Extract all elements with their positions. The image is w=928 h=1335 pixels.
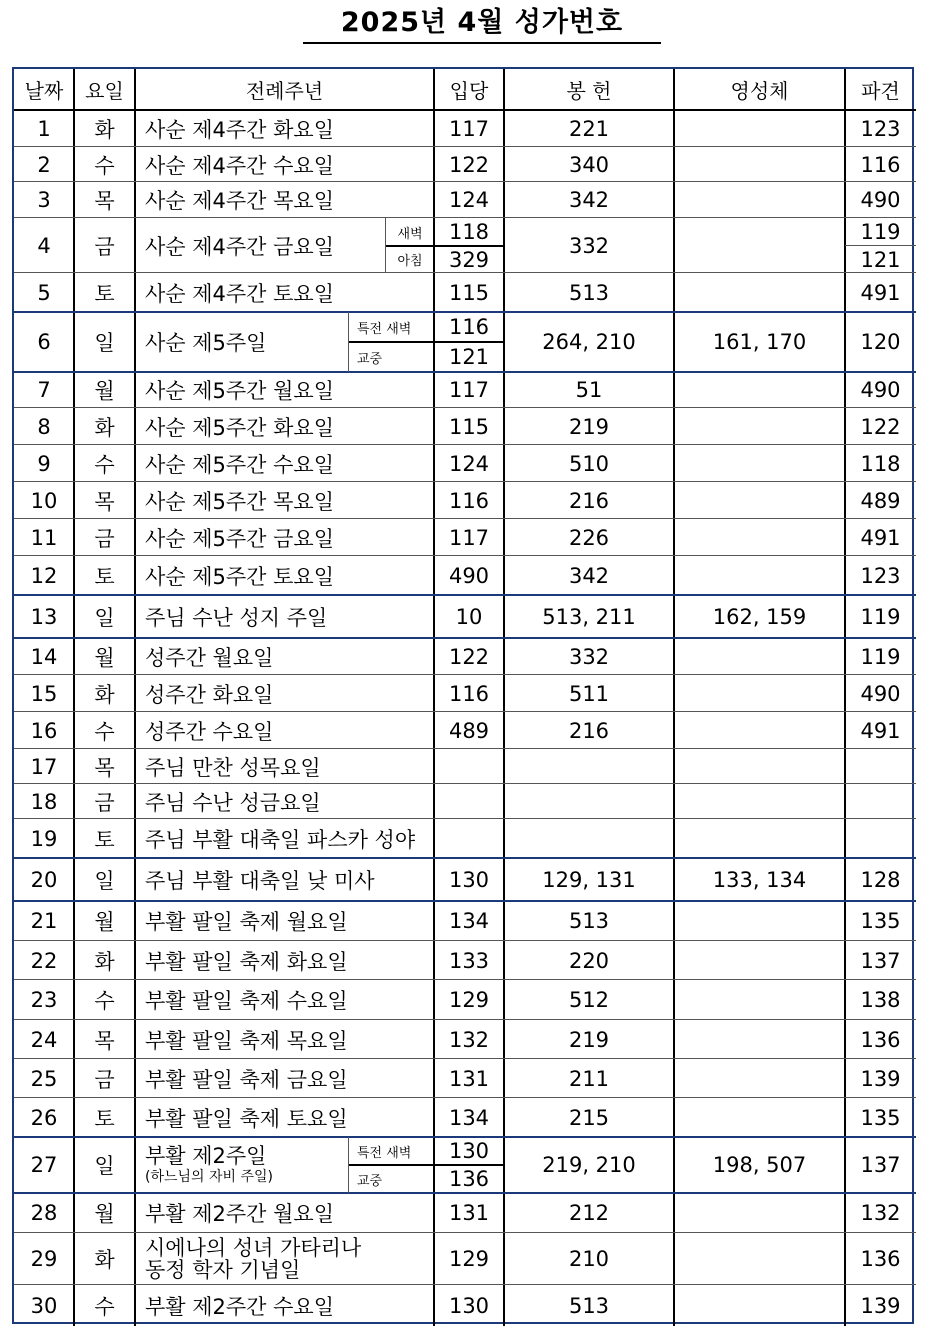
weekday-cell: 수 xyxy=(94,1294,115,1319)
offertory-hymn-cell: 342 xyxy=(568,188,610,212)
date-cell: 14 xyxy=(30,644,58,669)
date-cell: 27 xyxy=(30,1153,58,1177)
offertory-hymn-cell: 51 xyxy=(575,378,603,402)
weekday-cell: 월 xyxy=(94,379,115,403)
weekday-cell: 금 xyxy=(94,1067,115,1092)
communion-hymn-cell xyxy=(674,445,845,482)
liturgical-day-cell: 사순 제5주간 화요일 xyxy=(145,415,334,440)
weekday-cell: 목 xyxy=(94,755,115,780)
communion-hymn-cell xyxy=(674,408,845,445)
liturgical-day-cell: 주님 부활 대축일 낮 미사 xyxy=(145,868,375,893)
weekday-cell: 월 xyxy=(94,910,115,934)
liturgical-day-cell: 사순 제4주간 목요일 xyxy=(145,189,334,213)
date-cell: 13 xyxy=(30,604,58,629)
liturgical-day-cell: 사순 제5주간 목요일 xyxy=(145,489,334,514)
offertory-hymn-cell: 513 xyxy=(568,909,610,933)
communion-hymn-cell xyxy=(674,1233,845,1285)
entrance-hymn-cell: 329 xyxy=(448,247,490,272)
offertory-hymn-cell: 219, 210 xyxy=(542,1153,636,1177)
offertory-hymn-cell: 219 xyxy=(568,1027,610,1052)
liturgical-day-cell: 부활 제2주간 수요일 xyxy=(145,1294,334,1319)
liturgical-day-cell: 사순 제5주간 월요일 xyxy=(145,379,334,403)
entrance-hymn-cell: 134 xyxy=(448,1105,490,1130)
liturgical-day-cell: 사순 제5주간 금요일 xyxy=(145,526,334,551)
dismissal-hymn-cell: 132 xyxy=(860,1201,901,1225)
weekday-cell: 토 xyxy=(94,281,115,306)
header-date: 날짜 xyxy=(24,79,64,103)
communion-hymn-cell xyxy=(674,1193,845,1233)
communion-hymn-cell xyxy=(674,819,845,858)
weekday-cell: 토 xyxy=(94,1106,115,1131)
liturgical-day-line: 부활 제2주일 xyxy=(145,1144,267,1168)
entrance-hymn-cell: 130 xyxy=(448,1293,490,1318)
communion-hymn-cell xyxy=(674,980,845,1020)
weekday-cell: 수 xyxy=(94,153,115,178)
date-cell: 28 xyxy=(30,1201,58,1225)
entrance-hymn-cell: 136 xyxy=(448,1167,490,1191)
offertory-hymn-cell: 510 xyxy=(568,451,610,476)
weekday-cell: 화 xyxy=(94,682,115,707)
offertory-hymn-cell: 513 xyxy=(568,280,610,305)
header-offertory-hymn: 봉 헌 xyxy=(566,79,612,103)
liturgical-day-cell: 사순 제5주간 수요일 xyxy=(145,452,334,477)
date-cell: 24 xyxy=(30,1027,58,1052)
liturgical-day-cell xyxy=(135,1233,434,1285)
communion-hymn-cell xyxy=(674,784,845,819)
date-cell: 4 xyxy=(37,233,51,258)
liturgical-day-cell: 부활 팔일 축제 목요일 xyxy=(145,1028,348,1053)
liturgical-day-cell: 사순 제4주간 금요일 xyxy=(145,234,334,259)
weekday-cell: 금 xyxy=(94,526,115,551)
offertory-hymn-cell: 226 xyxy=(568,525,610,550)
entrance-hymn-cell: 132 xyxy=(448,1027,490,1052)
communion-hymn-cell xyxy=(674,901,845,941)
entrance-hymn-cell: 117 xyxy=(448,116,490,141)
liturgical-day-cell: 부활 팔일 축제 화요일 xyxy=(145,949,348,974)
entrance-hymn-cell: 116 xyxy=(448,315,490,339)
weekday-cell: 수 xyxy=(94,452,115,477)
dismissal-hymn-cell: 121 xyxy=(860,247,901,272)
offertory-hymn-cell: 332 xyxy=(568,233,610,258)
entrance-hymn-cell: 117 xyxy=(448,525,490,550)
offertory-hymn-cell: 511 xyxy=(568,681,610,706)
communion-hymn-cell xyxy=(674,941,845,980)
dismissal-hymn-cell: 491 xyxy=(860,525,901,550)
weekday-cell: 목 xyxy=(94,489,115,514)
dismissal-hymn-cell: 138 xyxy=(860,988,901,1012)
entrance-hymn-cell: 490 xyxy=(448,563,490,588)
offertory-hymn-cell: 332 xyxy=(568,644,610,669)
date-cell: 7 xyxy=(37,378,51,402)
offertory-hymn-cell: 342 xyxy=(568,563,610,588)
liturgical-day-cell: 사순 제4주간 화요일 xyxy=(145,117,334,142)
entrance-hymn-cell: 130 xyxy=(448,1139,490,1163)
weekday-cell: 토 xyxy=(94,827,115,852)
liturgical-day-cell: 부활 팔일 축제 토요일 xyxy=(145,1106,348,1131)
hymn-schedule-table xyxy=(12,67,914,1324)
entrance-hymn-cell: 133 xyxy=(448,948,490,973)
weekday-cell: 일 xyxy=(94,1154,115,1178)
date-cell: 18 xyxy=(30,789,58,814)
date-cell: 6 xyxy=(37,330,51,354)
offertory-hymn-cell: 210 xyxy=(568,1247,610,1271)
communion-hymn-cell xyxy=(674,1020,845,1059)
liturgical-day-cell: 사순 제4주간 수요일 xyxy=(145,153,334,178)
communion-hymn-cell xyxy=(674,556,845,595)
communion-hymn-cell: 198, 507 xyxy=(712,1153,807,1177)
entrance-hymn-cell: 116 xyxy=(448,488,490,513)
offertory-hymn-cell: 212 xyxy=(568,1201,610,1225)
communion-hymn-cell xyxy=(674,372,845,408)
entrance-hymn-cell xyxy=(434,784,504,819)
date-cell: 25 xyxy=(30,1066,58,1091)
date-cell: 16 xyxy=(30,718,58,743)
dismissal-hymn-cell: 490 xyxy=(860,188,901,212)
offertory-hymn-cell: 219 xyxy=(568,414,610,439)
dismissal-hymn-cell: 128 xyxy=(860,867,901,892)
communion-hymn-cell xyxy=(674,1285,845,1326)
dismissal-hymn-cell xyxy=(845,749,916,784)
mass-label: 교중 xyxy=(357,351,383,367)
entrance-hymn-cell: 129 xyxy=(448,988,490,1012)
entrance-hymn-cell: 131 xyxy=(448,1201,490,1225)
communion-hymn-cell xyxy=(674,638,845,675)
liturgical-day-cell: 부활 팔일 축제 수요일 xyxy=(145,989,348,1013)
dismissal-hymn-cell: 135 xyxy=(860,1105,901,1130)
page-title: 2025년 4월 성가번호 xyxy=(303,4,661,44)
entrance-hymn-cell: 131 xyxy=(448,1066,490,1091)
communion-hymn-cell xyxy=(674,1059,845,1098)
dismissal-hymn-cell: 119 xyxy=(860,220,901,244)
communion-hymn-cell: 161, 170 xyxy=(712,330,807,354)
entrance-hymn-cell: 117 xyxy=(448,378,490,402)
dismissal-hymn-cell: 136 xyxy=(860,1247,901,1271)
date-cell: 19 xyxy=(30,826,58,851)
dismissal-hymn-cell: 491 xyxy=(860,280,901,305)
dismissal-hymn-cell: 116 xyxy=(860,152,901,177)
dismissal-hymn-cell xyxy=(845,784,916,819)
dismissal-hymn-cell: 136 xyxy=(860,1027,901,1052)
entrance-hymn-cell: 118 xyxy=(448,220,490,244)
date-cell: 3 xyxy=(37,188,51,212)
dismissal-hymn-cell: 490 xyxy=(860,681,901,706)
entrance-hymn-cell xyxy=(434,749,504,784)
date-cell: 26 xyxy=(30,1105,58,1130)
header-liturgical-day: 전례주년 xyxy=(245,79,324,103)
date-cell: 23 xyxy=(30,988,58,1012)
offertory-hymn-cell: 513, 211 xyxy=(542,604,636,629)
communion-hymn-cell: 162, 159 xyxy=(712,604,807,629)
communion-hymn-cell xyxy=(674,218,845,273)
date-cell: 20 xyxy=(30,867,58,892)
liturgical-day-cell: 주님 수난 성지 주일 xyxy=(145,605,328,630)
liturgical-day-cell: 부활 팔일 축제 금요일 xyxy=(145,1067,348,1092)
entrance-hymn-cell: 129 xyxy=(448,1247,490,1271)
mass-label: 새벽 xyxy=(397,226,423,242)
weekday-cell: 일 xyxy=(94,868,115,893)
weekday-cell: 월 xyxy=(94,645,115,670)
liturgical-day-cell: 부활 팔일 축제 월요일 xyxy=(145,910,348,934)
entrance-hymn-cell: 124 xyxy=(448,451,490,476)
offertory-hymn-cell: 216 xyxy=(568,718,610,743)
date-cell: 15 xyxy=(30,681,58,706)
date-cell: 29 xyxy=(30,1247,58,1271)
weekday-cell: 목 xyxy=(94,189,115,213)
date-cell: 22 xyxy=(30,948,58,973)
entrance-hymn-cell: 121 xyxy=(448,345,490,369)
header-entrance-hymn: 입당 xyxy=(449,79,489,103)
communion-hymn-cell xyxy=(674,1098,845,1137)
entrance-hymn-cell: 10 xyxy=(455,604,483,629)
offertory-hymn-cell: 215 xyxy=(568,1105,610,1130)
dismissal-hymn-cell: 118 xyxy=(860,451,901,476)
dismissal-hymn-cell: 135 xyxy=(860,909,901,933)
weekday-cell: 화 xyxy=(94,1248,115,1272)
offertory-hymn-cell: 211 xyxy=(568,1066,610,1091)
entrance-hymn-cell: 489 xyxy=(448,718,490,743)
liturgical-day-cell: 성주간 수요일 xyxy=(145,719,274,744)
date-cell: 17 xyxy=(30,754,58,779)
offertory-hymn-cell: 264, 210 xyxy=(542,330,636,354)
date-cell: 11 xyxy=(30,525,58,550)
entrance-hymn-cell: 122 xyxy=(448,644,490,669)
dismissal-hymn-cell: 119 xyxy=(860,644,901,669)
liturgical-day-cell: 성주간 화요일 xyxy=(145,682,274,707)
liturgical-day-line: 시에나의 성녀 가타리나 xyxy=(145,1236,362,1260)
offertory-hymn-cell: 129, 131 xyxy=(542,867,636,892)
offertory-hymn-cell xyxy=(504,749,674,784)
liturgical-day-cell: 주님 부활 대축일 파스카 성야 xyxy=(145,827,416,852)
entrance-hymn-cell: 115 xyxy=(448,414,490,439)
dismissal-hymn-cell: 491 xyxy=(860,718,901,743)
date-cell: 30 xyxy=(30,1293,58,1318)
communion-hymn-cell xyxy=(674,482,845,519)
offertory-hymn-cell: 512 xyxy=(568,988,610,1012)
dismissal-hymn-cell: 139 xyxy=(860,1293,901,1318)
liturgical-day-cell xyxy=(135,1137,349,1193)
entrance-hymn-cell: 124 xyxy=(448,188,490,212)
date-cell: 12 xyxy=(30,563,58,588)
communion-hymn-cell xyxy=(674,147,845,182)
offertory-hymn-cell xyxy=(504,784,674,819)
date-cell: 21 xyxy=(30,909,58,933)
communion-hymn-cell xyxy=(674,273,845,312)
liturgical-day-cell: 부활 제2주간 월요일 xyxy=(145,1202,334,1226)
entrance-hymn-cell: 116 xyxy=(448,681,490,706)
offertory-hymn-cell: 221 xyxy=(568,116,610,141)
weekday-cell: 화 xyxy=(94,949,115,974)
dismissal-hymn-cell: 137 xyxy=(860,1153,901,1177)
offertory-hymn-cell: 220 xyxy=(568,948,610,973)
date-cell: 8 xyxy=(37,414,51,439)
liturgical-day-cell: 주님 수난 성금요일 xyxy=(145,790,321,815)
liturgical-day-cell: 주님 만찬 성목요일 xyxy=(145,755,321,780)
weekday-cell: 월 xyxy=(94,1202,115,1226)
weekday-cell: 수 xyxy=(94,719,115,744)
weekday-cell: 토 xyxy=(94,564,115,589)
weekday-cell: 금 xyxy=(94,790,115,815)
mass-label: 교중 xyxy=(357,1173,383,1189)
weekday-cell: 목 xyxy=(94,1028,115,1053)
liturgical-day-cell: 사순 제4주간 토요일 xyxy=(145,281,334,306)
offertory-hymn-cell: 216 xyxy=(568,488,610,513)
weekday-cell: 화 xyxy=(94,415,115,440)
date-cell: 2 xyxy=(37,152,51,177)
dismissal-hymn-cell: 123 xyxy=(860,563,901,588)
weekday-cell: 금 xyxy=(94,234,115,259)
liturgical-day-cell: 성주간 월요일 xyxy=(145,645,274,670)
dismissal-hymn-cell: 122 xyxy=(860,414,901,439)
weekday-cell: 수 xyxy=(94,989,115,1013)
dismissal-hymn-cell: 137 xyxy=(860,948,901,973)
entrance-hymn-cell xyxy=(434,819,504,858)
dismissal-hymn-cell xyxy=(845,819,916,858)
weekday-cell: 일 xyxy=(94,605,115,630)
dismissal-hymn-cell: 120 xyxy=(860,330,901,354)
liturgical-day-line: 동정 학자 기념일 xyxy=(145,1258,301,1282)
dismissal-hymn-cell: 139 xyxy=(860,1066,901,1091)
date-cell: 5 xyxy=(37,280,51,305)
dismissal-hymn-cell: 123 xyxy=(860,116,901,141)
communion-hymn-cell xyxy=(674,749,845,784)
mass-label: 특전 새벽 xyxy=(357,1145,412,1161)
communion-hymn-cell xyxy=(674,675,845,712)
mass-label: 특전 새벽 xyxy=(357,321,412,337)
liturgical-day-subtitle: (하느님의 자비 주일) xyxy=(145,1169,274,1185)
entrance-hymn-cell: 134 xyxy=(448,909,490,933)
date-cell: 10 xyxy=(30,488,58,513)
communion-hymn-cell xyxy=(674,182,845,218)
liturgical-day-cell: 사순 제5주간 토요일 xyxy=(145,564,334,589)
dismissal-hymn-cell: 489 xyxy=(860,488,901,513)
header-weekday: 요일 xyxy=(85,79,124,103)
entrance-hymn-cell: 130 xyxy=(448,867,490,892)
entrance-hymn-cell: 122 xyxy=(448,152,490,177)
entrance-hymn-cell: 115 xyxy=(448,280,490,305)
weekday-cell: 일 xyxy=(94,331,115,355)
offertory-hymn-cell: 340 xyxy=(568,152,610,177)
date-cell: 9 xyxy=(37,451,51,476)
header-dismissal-hymn: 파견 xyxy=(861,79,900,103)
dismissal-hymn-cell: 490 xyxy=(860,378,901,402)
communion-hymn-cell xyxy=(674,110,845,147)
offertory-hymn-cell: 513 xyxy=(568,1293,610,1318)
communion-hymn-cell xyxy=(674,712,845,749)
liturgical-day-cell: 사순 제5주일 xyxy=(145,331,267,355)
communion-hymn-cell xyxy=(674,519,845,556)
date-cell: 1 xyxy=(37,116,51,141)
dismissal-hymn-cell: 119 xyxy=(860,604,901,629)
communion-hymn-cell: 133, 134 xyxy=(712,867,807,892)
mass-label: 아침 xyxy=(397,254,423,269)
offertory-hymn-cell xyxy=(504,819,674,858)
header-communion-hymn: 영성체 xyxy=(730,79,789,103)
weekday-cell: 화 xyxy=(94,117,115,142)
